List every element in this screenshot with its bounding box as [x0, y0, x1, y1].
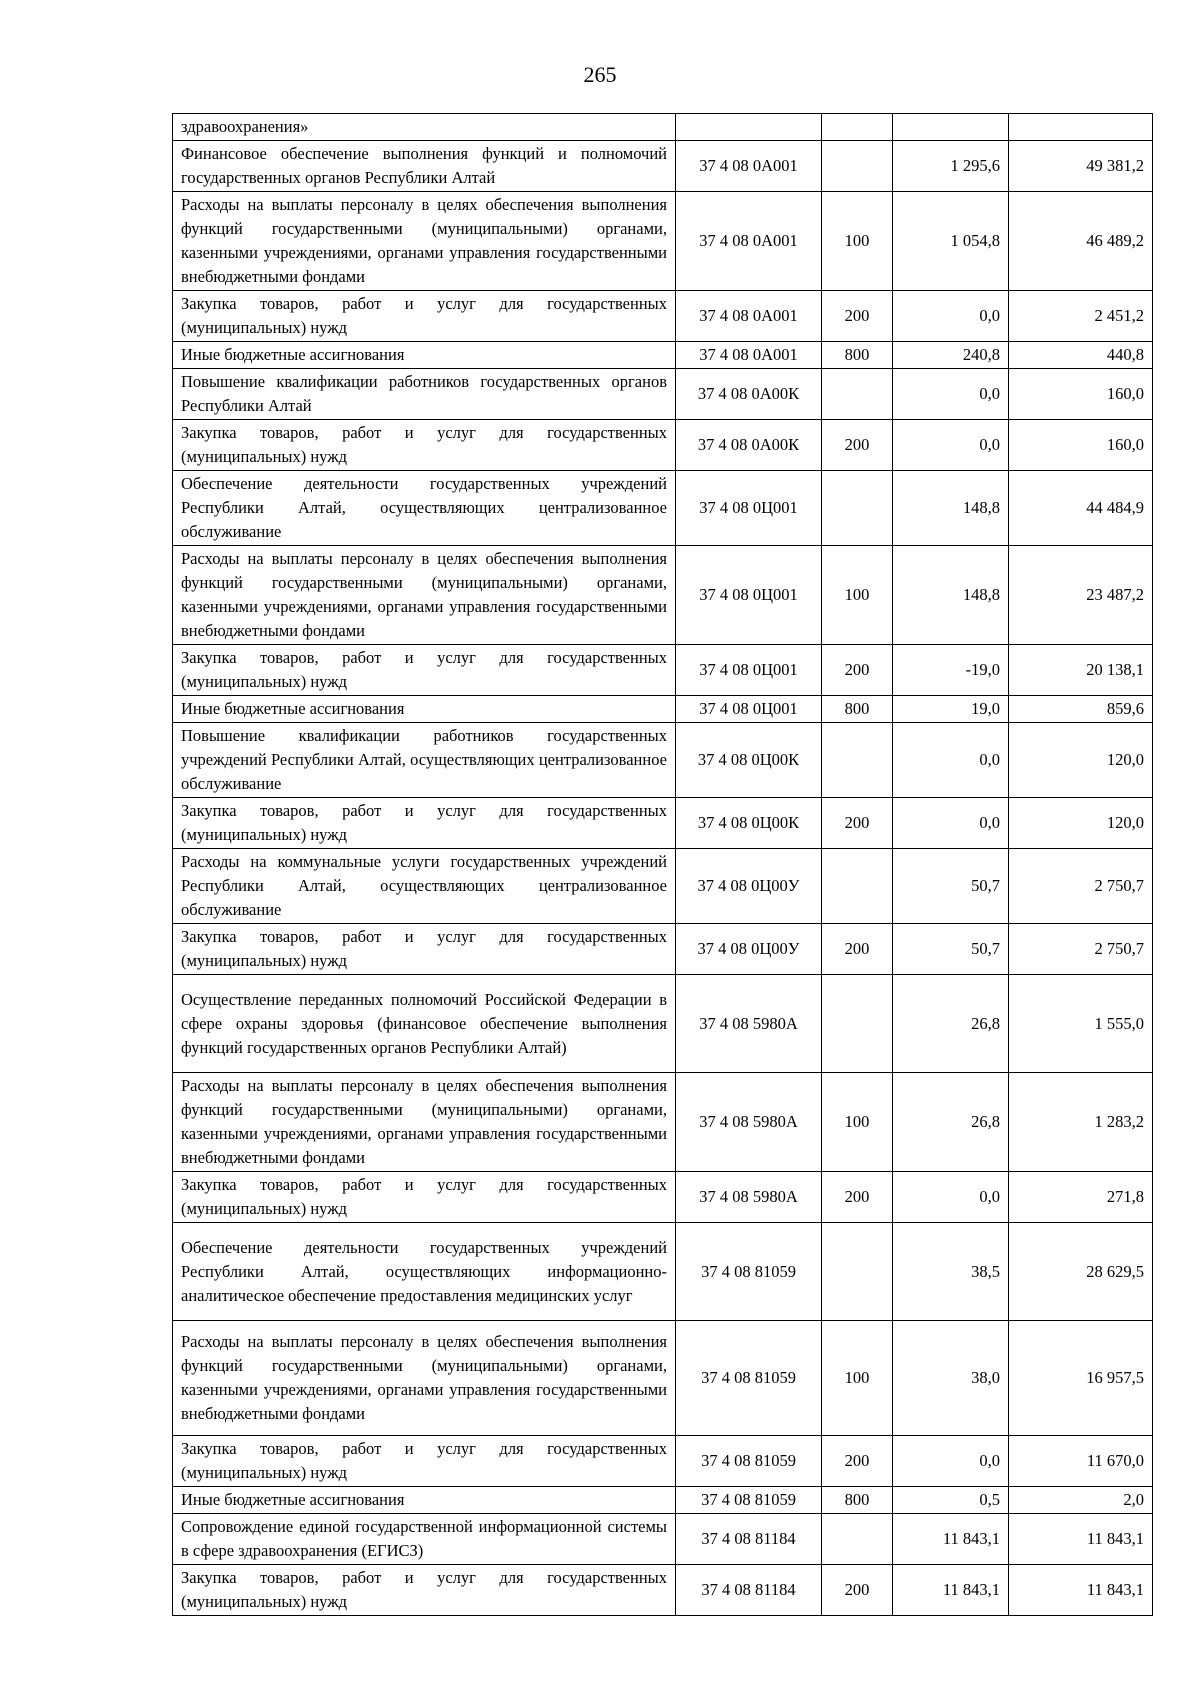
target-article-code-cell: 37 4 08 5980А [676, 1073, 822, 1172]
change-amount-cell: 26,8 [893, 1073, 1009, 1172]
total-amount-cell: 859,6 [1009, 696, 1153, 723]
table-row [173, 1436, 1153, 1487]
total-amount-cell: 20 138,1 [1009, 645, 1153, 696]
total-amount-cell: 2 451,2 [1009, 291, 1153, 342]
target-article-code-cell: 37 4 08 0Ц00У [676, 924, 822, 975]
page-number: 265 [583, 62, 617, 87]
expense-type-cell [822, 141, 893, 192]
expense-name-cell: Иные бюджетные ассигнования [173, 1487, 676, 1514]
expense-name-cell: Сопровождение единой государственной информационной системы в сфере здравоохранения (ЕГИСЗ) [173, 1514, 676, 1565]
change-amount-cell: 38,5 [893, 1223, 1009, 1321]
expense-type-cell [822, 1223, 893, 1321]
expense-name-cell: здравоохранения» [173, 114, 676, 141]
target-article-code-cell: 37 4 08 0А001 [676, 141, 822, 192]
total-amount-cell: 11 670,0 [1009, 1436, 1153, 1487]
change-amount-cell: 11 843,1 [893, 1514, 1009, 1565]
expense-type-cell: 200 [822, 1172, 893, 1223]
target-article-code-cell: 37 4 08 0А001 [676, 291, 822, 342]
expense-type-cell: 200 [822, 924, 893, 975]
target-article-code-cell: 37 4 08 81184 [676, 1514, 822, 1565]
expense-type-cell: 200 [822, 798, 893, 849]
expense-name-cell: Расходы на выплаты персоналу в целях обеспечения выполнения функций государственными (муниципальными) органами, казенными учреждениями, органами управления государственными внебюджетными фондами [173, 192, 676, 291]
total-amount-cell: 11 843,1 [1009, 1514, 1153, 1565]
expense-name-cell: Повышение квалификации работников государственных органов Республики Алтай [173, 369, 676, 420]
total-amount-cell: 2 750,7 [1009, 849, 1153, 924]
expense-type-cell: 200 [822, 1436, 893, 1487]
table-row [173, 645, 1153, 696]
expense-type-cell: 100 [822, 1321, 893, 1436]
table-row [173, 1565, 1153, 1616]
table-row [173, 291, 1153, 342]
expense-type-cell: 200 [822, 291, 893, 342]
total-amount-cell: 120,0 [1009, 798, 1153, 849]
target-article-code-cell: 37 4 08 5980А [676, 975, 822, 1073]
expense-type-cell: 200 [822, 645, 893, 696]
target-article-code-cell: 37 4 08 0А00К [676, 369, 822, 420]
expense-name-cell: Закупка товаров, работ и услуг для государственных (муниципальных) нужд [173, 1565, 676, 1616]
table-row [173, 141, 1153, 192]
target-article-code-cell: 37 4 08 0Ц00К [676, 798, 822, 849]
table-row [173, 1223, 1153, 1321]
table-row [173, 471, 1153, 546]
total-amount-cell: 16 957,5 [1009, 1321, 1153, 1436]
change-amount-cell: 38,0 [893, 1321, 1009, 1436]
expense-type-cell: 800 [822, 696, 893, 723]
expense-type-cell [822, 849, 893, 924]
expense-name-cell: Закупка товаров, работ и услуг для государственных (муниципальных) нужд [173, 924, 676, 975]
change-amount-cell: 0,0 [893, 723, 1009, 798]
change-amount-cell: 0,0 [893, 1436, 1009, 1487]
expense-type-cell: 100 [822, 1073, 893, 1172]
total-amount-cell: 49 381,2 [1009, 141, 1153, 192]
target-article-code-cell: 37 4 08 0А00К [676, 420, 822, 471]
table-row [173, 723, 1153, 798]
table-row [173, 975, 1153, 1073]
target-article-code-cell: 37 4 08 81059 [676, 1223, 822, 1321]
table-row [173, 1487, 1153, 1514]
table-row [173, 849, 1153, 924]
expense-type-cell [822, 471, 893, 546]
table-row [173, 1514, 1153, 1565]
expense-type-cell: 100 [822, 546, 893, 645]
table-row [173, 369, 1153, 420]
change-amount-cell: 0,0 [893, 798, 1009, 849]
total-amount-cell: 160,0 [1009, 420, 1153, 471]
change-amount-cell: 240,8 [893, 342, 1009, 369]
change-amount-cell: 1 054,8 [893, 192, 1009, 291]
expense-type-cell: 200 [822, 420, 893, 471]
change-amount-cell: 148,8 [893, 471, 1009, 546]
table-row [173, 1321, 1153, 1436]
target-article-code-cell: 37 4 08 0А001 [676, 192, 822, 291]
table-row [173, 114, 1153, 141]
table-row [173, 798, 1153, 849]
change-amount-cell: 0,0 [893, 420, 1009, 471]
table-row [173, 420, 1153, 471]
expense-name-cell: Закупка товаров, работ и услуг для государственных (муниципальных) нужд [173, 645, 676, 696]
expense-name-cell: Закупка товаров, работ и услуг для государственных (муниципальных) нужд [173, 798, 676, 849]
table-row [173, 1073, 1153, 1172]
expense-type-cell [822, 1514, 893, 1565]
total-amount-cell: 271,8 [1009, 1172, 1153, 1223]
target-article-code-cell: 37 4 08 0Ц00У [676, 849, 822, 924]
change-amount-cell: 11 843,1 [893, 1565, 1009, 1616]
change-amount-cell: 0,0 [893, 1172, 1009, 1223]
expense-type-cell [822, 369, 893, 420]
change-amount-cell: 0,0 [893, 369, 1009, 420]
target-article-code-cell: 37 4 08 0А001 [676, 342, 822, 369]
table-row [173, 546, 1153, 645]
total-amount-cell: 440,8 [1009, 342, 1153, 369]
expense-name-cell: Закупка товаров, работ и услуг для государственных (муниципальных) нужд [173, 1172, 676, 1223]
expense-name-cell: Закупка товаров, работ и услуг для государственных (муниципальных) нужд [173, 1436, 676, 1487]
total-amount-cell: 1 283,2 [1009, 1073, 1153, 1172]
expense-name-cell: Иные бюджетные ассигнования [173, 342, 676, 369]
expense-name-cell: Обеспечение деятельности государственных учреждений Республики Алтай, осуществляющих информационно-аналитическое обеспечение предоставления медицинских услуг [173, 1223, 676, 1321]
target-article-code-cell: 37 4 08 5980А [676, 1172, 822, 1223]
total-amount-cell: 44 484,9 [1009, 471, 1153, 546]
target-article-code-cell: 37 4 08 81059 [676, 1436, 822, 1487]
expense-name-cell: Расходы на коммунальные услуги государственных учреждений Республики Алтай, осуществляющих централизованное обслуживание [173, 849, 676, 924]
change-amount-cell: 50,7 [893, 849, 1009, 924]
total-amount-cell: 160,0 [1009, 369, 1153, 420]
change-amount-cell: 26,8 [893, 975, 1009, 1073]
table-body [173, 114, 1153, 1616]
expense-type-cell: 800 [822, 342, 893, 369]
total-amount-cell: 28 629,5 [1009, 1223, 1153, 1321]
target-article-code-cell: 37 4 08 81059 [676, 1487, 822, 1514]
table-row [173, 1172, 1153, 1223]
change-amount-cell: 148,8 [893, 546, 1009, 645]
expense-name-cell: Иные бюджетные ассигнования [173, 696, 676, 723]
change-amount-cell: 0,0 [893, 291, 1009, 342]
total-amount-cell: 2,0 [1009, 1487, 1153, 1514]
target-article-code-cell: 37 4 08 0Ц001 [676, 471, 822, 546]
expense-name-cell: Закупка товаров, работ и услуг для государственных (муниципальных) нужд [173, 420, 676, 471]
target-article-code-cell: 37 4 08 81059 [676, 1321, 822, 1436]
total-amount-cell [1009, 114, 1153, 141]
target-article-code-cell: 37 4 08 0Ц001 [676, 546, 822, 645]
change-amount-cell: 1 295,6 [893, 141, 1009, 192]
total-amount-cell: 46 489,2 [1009, 192, 1153, 291]
expense-type-cell [822, 723, 893, 798]
target-article-code-cell: 37 4 08 0Ц001 [676, 645, 822, 696]
expense-name-cell: Расходы на выплаты персоналу в целях обеспечения выполнения функций государственными (муниципальными) органами, казенными учреждениями, органами управления государственными внебюджетными фондами [173, 1321, 676, 1436]
expense-type-cell: 100 [822, 192, 893, 291]
expense-type-cell: 200 [822, 1565, 893, 1616]
change-amount-cell: 19,0 [893, 696, 1009, 723]
total-amount-cell: 2 750,7 [1009, 924, 1153, 975]
expense-name-cell: Обеспечение деятельности государственных учреждений Республики Алтай, осуществляющих централизованное обслуживание [173, 471, 676, 546]
table-row [173, 924, 1153, 975]
budget-table [172, 113, 1153, 1616]
total-amount-cell: 1 555,0 [1009, 975, 1153, 1073]
total-amount-cell: 11 843,1 [1009, 1565, 1153, 1616]
target-article-code-cell [676, 114, 822, 141]
table-row [173, 696, 1153, 723]
target-article-code-cell: 37 4 08 0Ц001 [676, 696, 822, 723]
change-amount-cell: -19,0 [893, 645, 1009, 696]
expense-name-cell: Осуществление переданных полномочий Российской Федерации в сфере охраны здоровья (финансовое обеспечение выполнения функций государственных органов Республики Алтай) [173, 975, 676, 1073]
expense-name-cell: Расходы на выплаты персоналу в целях обеспечения выполнения функций государственными (муниципальными) органами, казенными учреждениями, органами управления государственными внебюджетными фондами [173, 1073, 676, 1172]
table-row [173, 192, 1153, 291]
expense-type-cell: 800 [822, 1487, 893, 1514]
change-amount-cell [893, 114, 1009, 141]
change-amount-cell: 50,7 [893, 924, 1009, 975]
change-amount-cell: 0,5 [893, 1487, 1009, 1514]
expense-type-cell [822, 114, 893, 141]
table-row [173, 342, 1153, 369]
expense-name-cell: Закупка товаров, работ и услуг для государственных (муниципальных) нужд [173, 291, 676, 342]
expense-name-cell: Финансовое обеспечение выполнения функций и полномочий государственных органов Республики Алтай [173, 141, 676, 192]
total-amount-cell: 23 487,2 [1009, 546, 1153, 645]
total-amount-cell: 120,0 [1009, 723, 1153, 798]
target-article-code-cell: 37 4 08 81184 [676, 1565, 822, 1616]
expense-name-cell: Повышение квалификации работников государственных учреждений Республики Алтай, осуществляющих централизованное обслуживание [173, 723, 676, 798]
target-article-code-cell: 37 4 08 0Ц00К [676, 723, 822, 798]
expense-name-cell: Расходы на выплаты персоналу в целях обеспечения выполнения функций государственными (муниципальными) органами, казенными учреждениями, органами управления государственными внебюджетными фондами [173, 546, 676, 645]
expense-type-cell [822, 975, 893, 1073]
